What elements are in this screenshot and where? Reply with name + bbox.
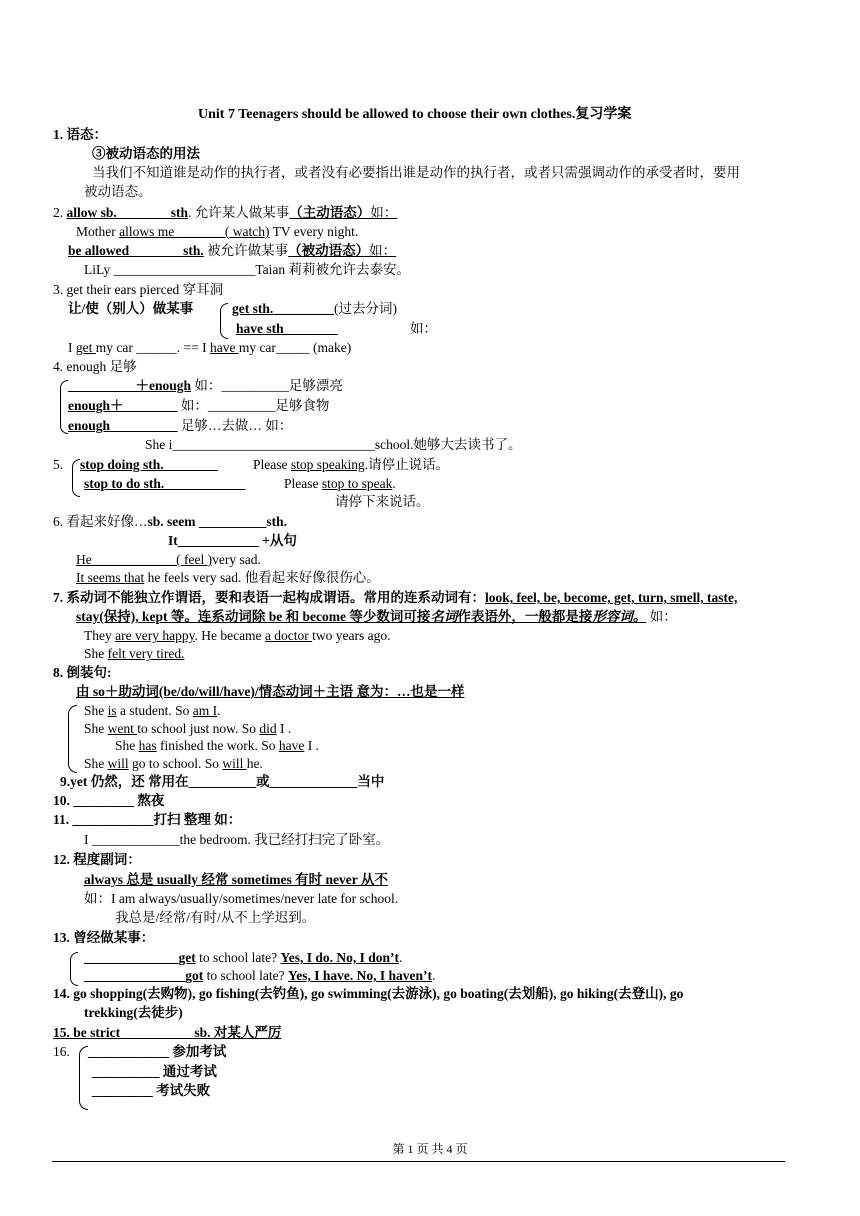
section-4-heading: 4. enough 足够 xyxy=(53,359,137,374)
brace xyxy=(220,303,228,339)
section-15: 15. be strict___________sb. 对某人严厉 xyxy=(53,1025,282,1040)
example-text: TV every night. xyxy=(269,224,359,239)
get-blank: ______________get xyxy=(84,950,196,965)
example-underline: stop to speak xyxy=(321,476,393,491)
section-7-example-1 xyxy=(84,627,391,645)
example-text: She xyxy=(84,703,108,718)
get-word: get xyxy=(75,340,96,355)
answer-perfect: Yes, I have. No, I haven’t xyxy=(287,968,432,983)
it-seems-pattern xyxy=(168,532,297,550)
stop-to-do-example xyxy=(284,475,396,493)
brace xyxy=(68,705,77,773)
example-underline: will xyxy=(107,756,129,771)
example-underline: are very happy xyxy=(115,628,195,643)
example-prompt: 如： xyxy=(410,321,437,336)
linking-verb-list: look, feel, be, become, get, turn, smell, taste, xyxy=(485,590,738,605)
example-prompt: 如： xyxy=(646,609,677,624)
passive-voice-tag: （被动语态） xyxy=(288,243,370,258)
example-text: She xyxy=(84,646,108,661)
inversion-example-1 xyxy=(84,702,221,720)
brace xyxy=(60,380,68,434)
got-blank: _______________got xyxy=(84,968,204,983)
example-text: he. xyxy=(246,756,263,771)
inversion-example-2 xyxy=(84,720,291,738)
example-underline: felt very tired. xyxy=(107,646,185,661)
example-text: go to school. So xyxy=(128,756,223,771)
example-blank: allows me _______( watch) xyxy=(119,224,270,239)
section-11-example: I _____________the bedroom. 我已经打扫完了卧室。 xyxy=(84,832,390,847)
linking-verb-rule: 连系动词除 be 和 become 等少数词可接 xyxy=(197,609,431,624)
enough-rule-2 xyxy=(68,397,329,415)
example-text: . xyxy=(432,968,436,983)
section-8-heading: 8. 倒装句: xyxy=(53,665,112,680)
section-3-heading: 3. get their ears pierced 穿耳洞 xyxy=(53,282,224,297)
section-9: 9.yet 仍然，还 常用在__________或_____________当中 xyxy=(60,774,385,789)
exam-fail: _________ 考试失败 xyxy=(92,1083,211,1098)
linking-verb-rule: 7. 系动词不能独立作谓语，要和表语一起构成谓语。常用的连系动词有： xyxy=(53,590,485,605)
stop-doing-example xyxy=(253,456,449,474)
causative-option-have: have sth________ xyxy=(236,321,338,336)
exam-take: ____________ 参加考试 xyxy=(88,1044,227,1059)
example-underline: have xyxy=(278,738,305,753)
example-text: They xyxy=(84,628,116,643)
example-text: to school just now. So xyxy=(137,721,260,736)
section-12-example-1: 如：I am always/usually/sometimes/never late for school. xyxy=(84,891,399,906)
seem-meaning: 6. 看起来好像… xyxy=(53,514,148,529)
seem-pattern: sb. seem __________sth. xyxy=(147,514,288,529)
section-14-line-2: trekking(去徒步) xyxy=(84,1005,183,1020)
example-text: . xyxy=(399,950,403,965)
section-6-example-1 xyxy=(76,551,261,569)
example-text: to school late? xyxy=(195,950,281,965)
page-footer: 第 1 页 共 4 页 xyxy=(392,1142,468,1156)
enough-example: 如：__________足够食物 xyxy=(177,398,330,413)
linking-verb-rule: 作表语外，一般都是接 xyxy=(457,609,593,624)
enough-before-noun: enough＋________ xyxy=(68,398,178,413)
section-12-example-2: 我总是/经常/有时/从不上学迟到。 xyxy=(115,910,316,925)
enough-after-adj: __________＋enough xyxy=(68,378,192,393)
get-sth: get sth. xyxy=(232,301,274,316)
example-prompt: 如： xyxy=(370,205,398,220)
example-blank: He ____________( feel ) xyxy=(76,552,213,567)
section-1-heading: 1. 语态： xyxy=(53,127,107,142)
brace xyxy=(72,459,80,497)
be-allowed-pattern: be allowed________sth. xyxy=(68,243,204,258)
brace xyxy=(79,1046,88,1110)
example-text: Mother xyxy=(76,224,120,239)
section-11-heading: 11. ____________打扫 整理 如： xyxy=(53,812,242,827)
causative-option-get xyxy=(232,300,397,318)
example-text: Please xyxy=(284,476,322,491)
section-1-text: 当我们不知道谁是动作的执行者，或者没有必要指出谁是动作的执行者，或者只需强调动作的承受者时，要用 xyxy=(92,165,740,180)
section-16-number: 16. xyxy=(53,1044,70,1059)
example-underline: am I xyxy=(192,703,218,718)
answer-present: Yes, I do. No, I don’t xyxy=(280,950,400,965)
blank: ____________ xyxy=(177,533,259,548)
enough-rule-3 xyxy=(68,417,292,435)
frequency-adverb-list: always 总是 usually 经常 sometimes 有时 never 从不 xyxy=(84,872,388,887)
example-text: a student. So xyxy=(116,703,193,718)
example-text: to school late? xyxy=(203,968,288,983)
enough-to-do: enough__________ xyxy=(68,418,178,433)
example-underline: will xyxy=(222,756,247,771)
example-text: very sad. xyxy=(212,552,261,567)
linking-verb-list-cont: stay(保持), kept 等。 xyxy=(76,609,198,624)
it-word: It xyxy=(168,533,178,548)
example-text: I . xyxy=(304,738,319,753)
enough-example: 如：__________足够漂亮 xyxy=(191,378,343,393)
example-text: She xyxy=(115,738,139,753)
inversion-rule: 由 so＋助动词(be/do/will/have)/情态动词＋主语 意为：…也是一样 xyxy=(76,684,465,699)
example-underline: has xyxy=(138,738,157,753)
have-word: have xyxy=(209,340,239,355)
active-voice-tag: （主动语态） xyxy=(289,205,371,220)
stop-to-do-translation: 请停下来说话。 xyxy=(335,494,430,509)
section-5-number: 5. xyxy=(53,457,64,472)
example-text: two years ago. xyxy=(312,628,391,643)
example-text: She xyxy=(84,721,108,736)
stop-to-do-pattern: stop to do sth.____________ xyxy=(84,476,246,491)
section-2-example-2: LiLy _____________________Taian 莉莉被允许去泰安。 xyxy=(84,262,411,277)
example-text: finished the work. So xyxy=(156,738,279,753)
clause-note: +从句 xyxy=(258,533,297,548)
enough-example: 足够…去做… 如： xyxy=(177,418,293,433)
adjective-word: 形容词。 xyxy=(592,609,647,624)
example-prompt: 如： xyxy=(369,243,397,258)
section-13-line-1 xyxy=(84,949,402,967)
section-1-text-cont: 被动语态。 xyxy=(84,184,152,199)
stop-doing-rule xyxy=(80,456,218,474)
exam-pass: __________ 通过考试 xyxy=(92,1064,217,1079)
section-4-example: She i______________________________school.她够大去读书了。 xyxy=(145,437,522,452)
example-text: She xyxy=(84,756,108,771)
section-6-heading xyxy=(53,513,287,531)
section-2-allowed-line xyxy=(68,242,396,260)
page-title: Unit 7 Teenagers should be allowed to choose their own clothes.复习学案 xyxy=(198,107,632,122)
example-underline: is xyxy=(107,703,117,718)
example-underline: It seems that xyxy=(76,570,145,585)
example-text: .请停止说话。 xyxy=(364,457,450,472)
section-12-heading: 12. 程度副词： xyxy=(53,852,141,867)
section-7-example-2 xyxy=(84,645,184,663)
section-13-heading: 13. 曾经做某事： xyxy=(53,930,155,945)
section-2-example-1 xyxy=(76,223,358,241)
inversion-example-4 xyxy=(84,755,263,773)
allow-meaning: . 允许某人做某事 xyxy=(188,205,290,220)
enough-rule-1 xyxy=(68,377,343,395)
example-text: I . xyxy=(276,721,292,736)
causative-meaning: 让/使（别人）做某事 xyxy=(68,301,194,316)
section-14-line-1: 14. go shopping(去购物), go fishing(去钓鱼), go swimming(去游泳), go boating(去划船), go hiking(去登山), go xyxy=(53,986,684,1001)
section-2-allow-line xyxy=(53,204,397,222)
example-text: my car_____ (make) xyxy=(238,340,352,355)
example-text: . He became xyxy=(194,628,265,643)
section-2-number: 2. xyxy=(53,205,64,220)
section-3-example xyxy=(68,339,351,357)
section-6-example-2 xyxy=(76,569,380,587)
past-participle-note: (过去分词) xyxy=(334,301,397,316)
allow-pattern: allow sb.________sth xyxy=(66,205,189,220)
example-text: he feels very sad. 他看起来好像很伤心。 xyxy=(144,570,380,585)
example-text: my car ______. == I xyxy=(95,340,210,355)
section-10: 10. _________ 熬夜 xyxy=(53,793,165,808)
example-text: . xyxy=(217,703,221,718)
example-underline: a doctor xyxy=(264,628,313,643)
stop-doing-pattern: stop doing sth.________ xyxy=(80,457,218,472)
section-13-line-2 xyxy=(84,967,435,985)
section-7-line-1 xyxy=(53,589,737,607)
section-7-line-2 xyxy=(76,608,677,626)
noun-word: 名词 xyxy=(430,609,458,624)
inversion-example-3 xyxy=(115,737,319,755)
example-underline: stop speaking xyxy=(290,457,365,472)
section-1-subheading: ③被动语态的用法 xyxy=(92,146,200,161)
footer-divider xyxy=(52,1161,785,1162)
example-text: . xyxy=(392,476,396,491)
be-allowed-meaning: 被允许做某事 xyxy=(203,243,289,258)
example-text: Please xyxy=(253,457,291,472)
blank: _________ xyxy=(273,301,334,316)
brace xyxy=(70,952,78,986)
example-underline: did xyxy=(259,721,277,736)
example-underline: went xyxy=(107,721,138,736)
example-text: I xyxy=(68,340,76,355)
